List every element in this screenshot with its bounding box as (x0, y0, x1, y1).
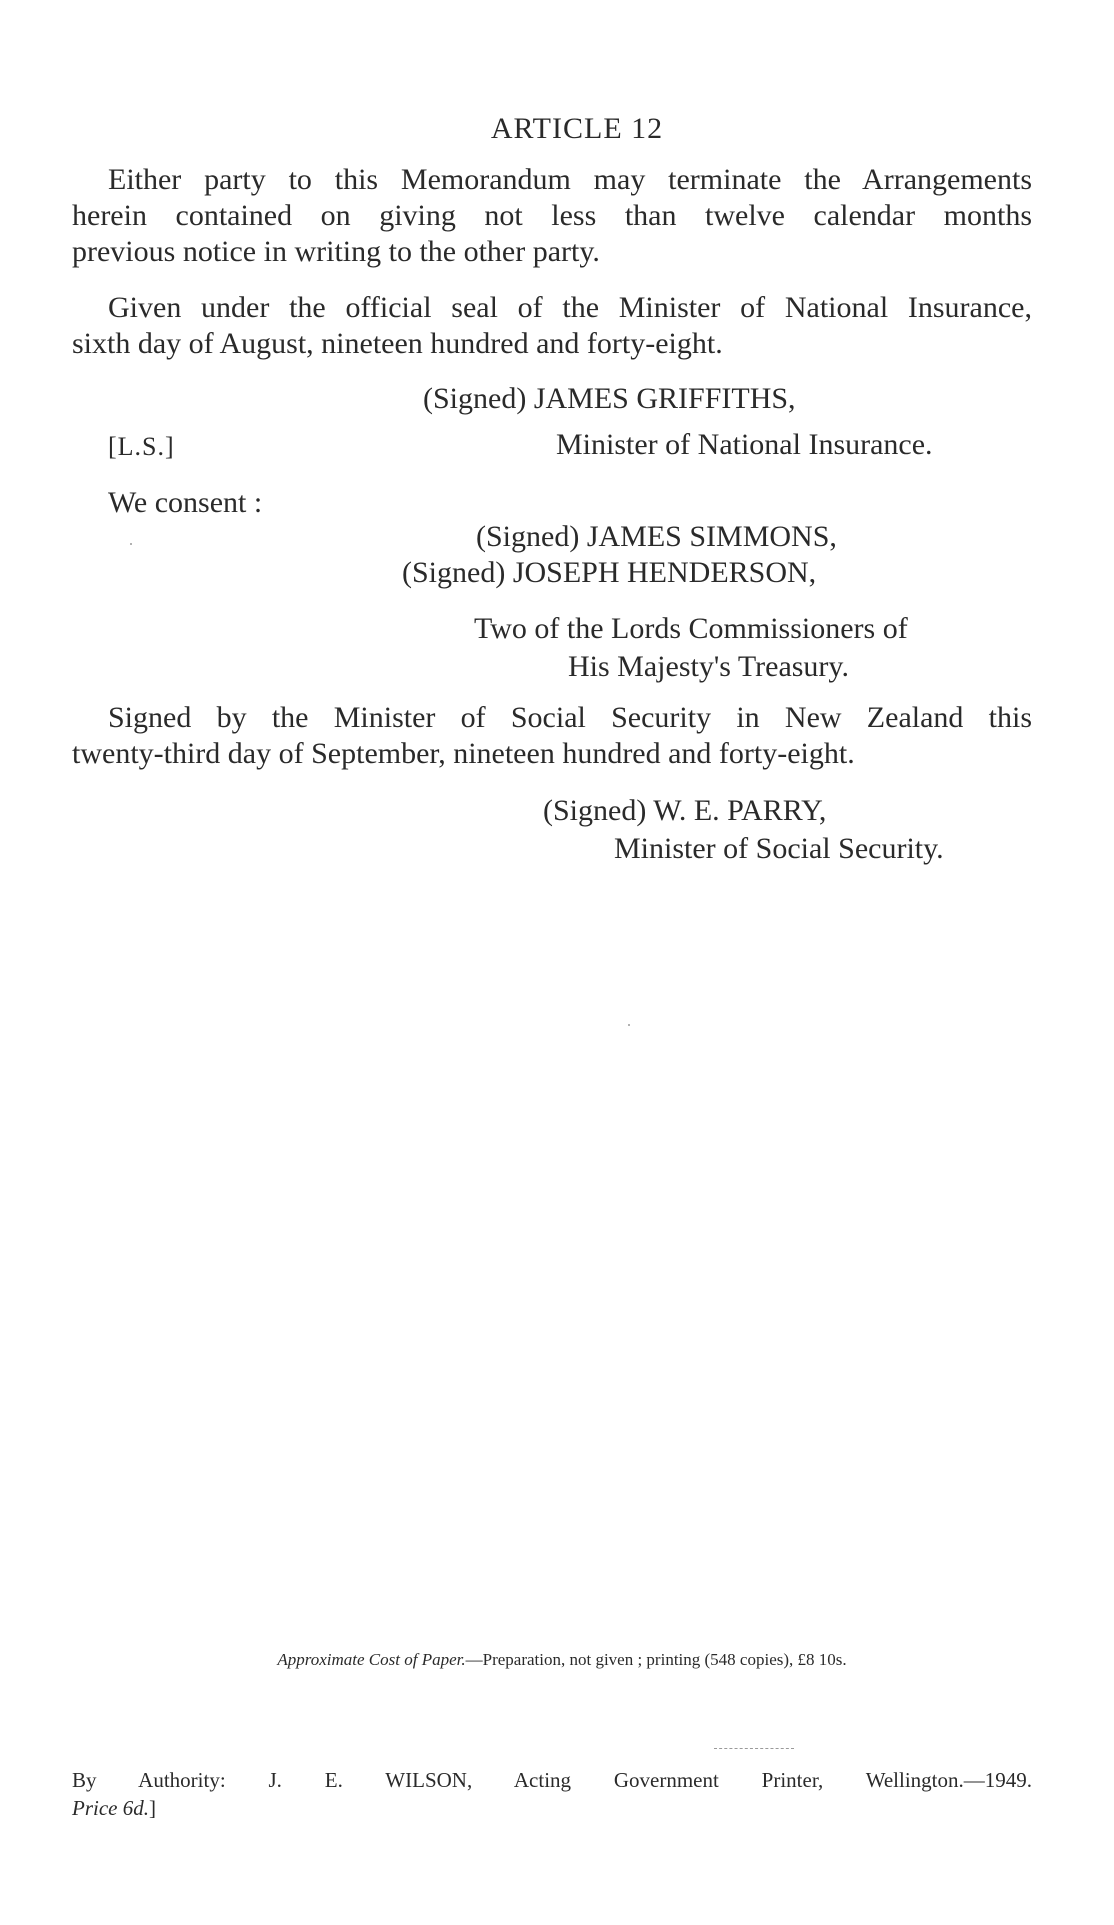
griffiths-title: Minister of National Insurance. (556, 428, 933, 461)
scan-speck (628, 1024, 630, 1026)
seal-label: [L.S.] (108, 432, 175, 461)
printer-authority: By Authority: J. E. WILSON, Acting Government Printer, Wellington.—1949. (72, 1768, 1032, 1792)
price-text: Price 6d. (72, 1796, 149, 1820)
text-line: previous notice in writing to the other party. (72, 235, 600, 268)
scan-speck (130, 543, 132, 545)
henderson-signature: (Signed) JOSEPH HENDERSON, (402, 556, 817, 589)
price-bracket: ] (148, 1796, 156, 1820)
text-line: Either party to this Memorandum may terminate the Arrangements (108, 163, 1032, 196)
parry-signature: (Signed) W. E. PARRY, (543, 794, 827, 827)
griffiths-signature: (Signed) JAMES GRIFFITHS, (423, 382, 796, 415)
text-line: sixth day of August, nineteen hundred and forty-eight. (72, 327, 723, 360)
termination-clause (72, 162, 1032, 270)
text-line: Given under the official seal of the Minister of National Insurance, (108, 291, 1032, 324)
text-line: twenty-third day of September, nineteen hundred and forty-eight. (72, 737, 855, 770)
cost-label: Approximate Cost of Paper. (277, 1650, 466, 1669)
treasury-title-line-2: His Majesty's Treasury. (568, 650, 849, 683)
consent-label: We consent : (108, 486, 263, 519)
treasury-title-line-1: Two of the Lords Commissioners of (474, 612, 908, 645)
text-line: herein contained on giving not less than twelve calendar months (72, 199, 1032, 232)
parry-title: Minister of Social Security. (614, 832, 944, 865)
article-heading: ARTICLE 12 (490, 112, 664, 145)
text-line: Signed by the Minister of Social Security in New Zealand this (108, 701, 1032, 734)
price-note (72, 1796, 156, 1821)
footer-rule (714, 1748, 794, 1749)
simmons-signature: (Signed) JAMES SIMMONS, (476, 520, 837, 553)
cost-text: —Preparation, not given ; printing (548 copies), £8 10s. (465, 1650, 847, 1669)
seal-clause (72, 290, 1032, 362)
cost-note (0, 1650, 1114, 1670)
new-zealand-clause (72, 700, 1032, 772)
